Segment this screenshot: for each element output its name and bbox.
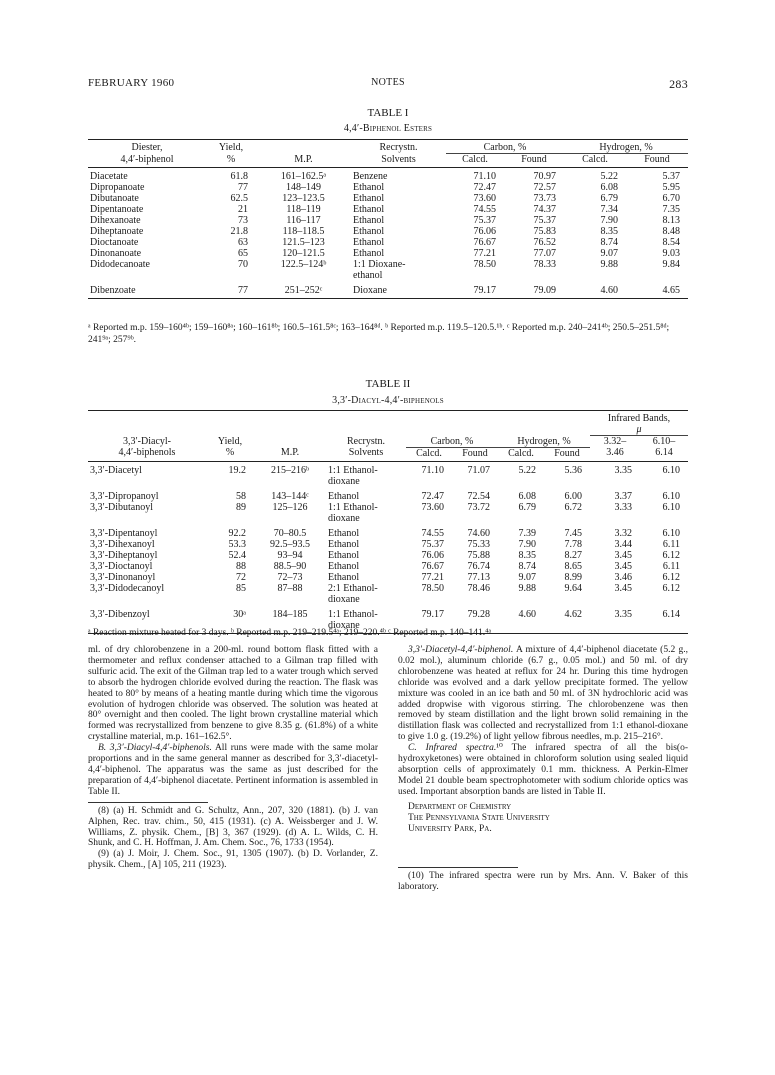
solvent-cell: 1:1 Dioxane- ethanol [353, 259, 406, 281]
table-row [88, 204, 688, 215]
diester-cell: Dihexanoate [90, 215, 141, 226]
hydrogen-calcd-cell: 7.34 [600, 204, 618, 215]
t1-col-yield-unit: % [206, 154, 256, 168]
mp-cell: 118–119 [286, 204, 321, 215]
ir-band2-cell: 6.10 [662, 501, 680, 513]
table-row [88, 572, 688, 583]
carbon-found-cell: 79.09 [504, 285, 564, 299]
solvent-cell: Ethanol [353, 237, 385, 248]
carbon-found-cell: 71.07 [467, 464, 490, 476]
yield-cell: 85 [236, 582, 246, 594]
t2-col-ir2: 6.10– [652, 436, 676, 447]
t1-col-solvents: Solvents [351, 154, 446, 168]
yield-cell: 21.8 [230, 226, 248, 237]
diacyl-cell: 3,3′-Diacetyl [90, 464, 142, 476]
section-c-text: ¹⁰ The infrared spectra of all the bis(o-hydroxyketones) were obtained in chloroform solution using sealed liquid absorption cells of approximately 0.1 mm. thickness. A Perkin-Elmer Model 21 double beam spectrophotometer with sodium chloride optics was used. Important absorption bands are listed in Table II. [398, 743, 688, 797]
t2-col-mp: M.P. [254, 447, 326, 461]
hydrogen-found-cell: 9.03 [662, 248, 680, 259]
t2-col-diacyl: 3,3′-Diacyl- [122, 435, 171, 447]
mp-cell: 70–80.5 [273, 527, 307, 539]
affiliation [398, 802, 688, 835]
carbon-calcd-cell: 79.17 [446, 285, 504, 299]
section-b-heading: B. 3,3′-Diacyl-4,4′-biphenols. [98, 743, 212, 754]
t2-col-h-calcd: Calcd. [498, 447, 544, 461]
t2-col-carbon: Carbon, % [406, 436, 498, 448]
hydrogen-calcd-cell: 4.60 [498, 609, 544, 634]
table-row [88, 248, 688, 259]
diacyl-cell: 3,3′-Dipentanoyl [90, 527, 158, 539]
carbon-found-cell: 78.46 [467, 582, 490, 594]
carbon-found-cell: 79.28 [452, 609, 498, 634]
ir-band1-cell: 3.35 [614, 464, 632, 476]
diacetyl-text: A mixture of 4,4′-biphenol diacetate (5.2 g., 0.02 mol.), aluminum chloride (6.7 g., 0.05 mol.) and 50 ml. of dry chlorobenzene was heated at reflux for 24 hr. During this time hydrogen chloride was evolved and a dark yellow precipitate formed. The yellow mixture was cooled in an ice bath and 50 ml. of 3N hydrochloric acid was added dropwise with vigorous stirring. The chlorobenzene was then removed by steam distillation and the light brown solid remaining in the distillation flask was collected and recrystallized from 1:1 ethanol-dioxane to give 1.0 g. (19.2%) of light yellow fibrous needles, m.p. 215–216°. [398, 645, 688, 743]
yield-cell: 19.2 [228, 464, 246, 476]
left-paragraph-2 [88, 743, 378, 798]
t1-col-yield: Yield, [206, 140, 256, 154]
hydrogen-calcd-cell: 5.22 [600, 171, 618, 182]
header-date: FEBRUARY 1960 [88, 77, 175, 89]
carbon-calcd-cell: 79.17 [406, 609, 452, 634]
t2-col-solvents: Solvents [326, 447, 406, 461]
carbon-found-cell: 75.83 [533, 226, 556, 237]
hydrogen-found-cell: 5.95 [662, 182, 680, 193]
t1-col-carbon: Carbon, % [446, 140, 564, 154]
yield-cell: 63 [238, 237, 248, 248]
table-row [88, 259, 688, 285]
solvent-cell: Benzene [353, 171, 388, 182]
carbon-found-cell: 77.13 [467, 571, 490, 583]
t2-col-infrared: Infrared Bands, [590, 411, 688, 425]
reference-10: (10) The infrared spectra were run by Mrs. Ann. V. Baker of this laboratory. [398, 870, 688, 892]
table2-body [88, 461, 688, 633]
hydrogen-found-cell: 9.64 [564, 582, 582, 594]
carbon-calcd-cell: 72.47 [473, 182, 496, 193]
table-row [88, 539, 688, 550]
diacyl-cell: 3,3′-Dibenzoyl [88, 609, 206, 634]
mp-cell: 122.5–124ᵇ [280, 259, 327, 270]
page-number: 283 [669, 77, 688, 91]
solvent-cell: Ethanol [328, 538, 360, 550]
solvent-cell: Ethanol [353, 215, 385, 226]
t2-col-c-found: Found [452, 447, 498, 461]
table1-footnote: ᵃ Reported m.p. 159–160⁴ᵇ; 159–160⁸ᵃ; 160–161⁸ᵇ; 160.5–161.5⁸ᶜ; 163–164⁸ᵈ. ᵇ Reported m.p. 119.5–120.5.¹ᵇ. ᶜ Reported m.p. 240–241⁴ᵇ; 250.5–251.5⁸ᵈ; 241⁹ᵃ; 257⁹ᵇ. [88, 323, 670, 345]
header-section: NOTES [371, 77, 405, 88]
carbon-found-cell: 78.33 [533, 259, 556, 270]
mp-cell: 125–126 [272, 501, 308, 513]
mp-cell: 118–118.5 [282, 226, 325, 237]
carbon-found-cell: 75.37 [533, 215, 556, 226]
hydrogen-calcd-cell: 8.74 [600, 237, 618, 248]
diester-cell: Dipropanoate [90, 182, 145, 193]
ir-band2-cell: 6.10 [662, 490, 680, 502]
carbon-calcd-cell: 75.37 [421, 538, 444, 550]
carbon-calcd-cell: 78.50 [421, 582, 444, 594]
diacyl-cell: 3,3′-Dinonanoyl [90, 571, 156, 583]
diacetyl-heading: 3,3′-Diacetyl-4,4′-biphenol. [408, 645, 514, 655]
ir-band2-cell: 6.12 [662, 571, 680, 583]
carbon-found-cell: 75.33 [467, 538, 490, 550]
table-row [88, 550, 688, 561]
hydrogen-found-cell: 8.13 [662, 215, 680, 226]
ir-band1-cell: 3.46 [614, 571, 632, 583]
table-row [88, 528, 688, 539]
t1-col-mp: M.P. [256, 154, 351, 168]
right-paragraph-1 [398, 645, 688, 743]
ir-band1-cell: 3.33 [614, 501, 632, 513]
carbon-found-cell: 73.73 [533, 193, 556, 204]
yield-cell: 77 [206, 285, 256, 299]
diester-cell: Diacetate [90, 171, 128, 182]
diacyl-cell: 3,3′-Dibutanoyl [90, 501, 154, 513]
hydrogen-found-cell: 7.45 [564, 527, 582, 539]
carbon-found-cell: 77.07 [533, 248, 556, 259]
footnote-rule-right [398, 867, 518, 868]
ir-band2-cell: 6.10 [662, 464, 680, 476]
table1 [88, 139, 688, 299]
ir-band2-cell: 6.12 [662, 549, 680, 561]
t2-col-ir1-2: 3.46 [590, 447, 640, 461]
carbon-calcd-cell: 76.06 [473, 226, 496, 237]
solvent-cell: Ethanol [353, 182, 385, 193]
t2-col-recrystn: Recrystn. [346, 435, 386, 447]
affiliation-dept: Department of Chemistry [408, 801, 512, 812]
hydrogen-calcd-cell: 7.39 [518, 527, 536, 539]
solvent-cell: 1:1 Ethanol- dioxane [326, 609, 406, 634]
t1-col-diester: Diester, [88, 140, 206, 154]
diacyl-cell: 3,3′-Dioctanoyl [90, 560, 153, 572]
diester-cell: Dinonanoate [90, 248, 142, 259]
ir-band1-cell: 3.45 [614, 560, 632, 572]
mp-cell: 148–149 [286, 182, 321, 193]
yield-cell: 89 [236, 501, 246, 513]
carbon-calcd-cell: 77.21 [421, 571, 444, 583]
hydrogen-calcd-cell: 6.08 [600, 182, 618, 193]
hydrogen-calcd-cell: 4.60 [564, 285, 626, 299]
hydrogen-found-cell: 4.62 [544, 609, 590, 634]
mp-cell: 88.5–90 [273, 560, 307, 572]
table-row [88, 461, 688, 491]
carbon-found-cell: 73.72 [467, 501, 490, 513]
carbon-calcd-cell: 73.60 [473, 193, 496, 204]
solvent-cell: Ethanol [353, 204, 385, 215]
table1-title: 4,4′-Biphenol Esters [343, 123, 433, 134]
table2-caption: TABLE II [365, 378, 411, 390]
table-row [88, 182, 688, 193]
carbon-found-cell: 75.88 [467, 549, 490, 561]
mp-cell: 93–94 [277, 549, 303, 561]
carbon-calcd-cell: 76.67 [473, 237, 496, 248]
diacyl-cell: 3,3′-Didodecanoyl [90, 582, 165, 594]
ir-band2-cell: 6.12 [662, 582, 680, 594]
table-row [88, 502, 688, 528]
left-references [88, 806, 378, 871]
t2-col-yield: Yield, [217, 435, 243, 447]
reference-8: (8) (a) H. Schmidt and G. Schultz, Ann., 207, 320 (1881). (b) J. van Alphen, Rec. trav. chim., 50, 415 (1931). (c) A. Weissberger and J. W. Williams, Z. physik. Chem., [B] 3, 367 (1929). (d) A. L. Wilds, C. H. Shunk, and C. H. Hoffman, J. Am. Chem. Soc., 76, 1733 (1954). [88, 805, 378, 849]
hydrogen-calcd-cell: 9.07 [518, 571, 536, 583]
mp-cell: 251–252ᶜ [256, 285, 351, 299]
t2-col-infrared-unit: μ [590, 424, 688, 436]
hydrogen-calcd-cell: 5.22 [518, 464, 536, 476]
solvent-cell: Ethanol [328, 560, 360, 572]
yield-cell: 73 [238, 215, 248, 226]
hydrogen-found-cell: 7.35 [662, 204, 680, 215]
hydrogen-calcd-cell: 6.08 [518, 490, 536, 502]
table-row [88, 215, 688, 226]
hydrogen-calcd-cell: 9.88 [518, 582, 536, 594]
diacyl-cell: 3,3′-Diheptanoyl [90, 549, 158, 561]
diacyl-cell: 3,3′-Dihexanoyl [90, 538, 155, 550]
t1-col-h-found: Found [626, 154, 688, 168]
solvent-cell: Ethanol [328, 549, 360, 561]
solvent-cell: 1:1 Ethanol- dioxane [328, 501, 378, 524]
carbon-found-cell: 76.74 [467, 560, 490, 572]
section-b-text: All runs were made with the same molar proportions and in the same general manner as described for 3,3′-diacetyl-4,4′-biphenol. The apparatus was the same as just described for the preparation of 4,4′-biphenol diacetate. Pertinent information is assembled in Table II. [88, 743, 378, 797]
t2-col-ir1: 3.32– [603, 436, 627, 447]
yield-cell: 52.4 [228, 549, 246, 561]
table-row [88, 561, 688, 572]
left-column [88, 645, 378, 871]
t1-col-c-found: Found [504, 154, 564, 168]
diester-cell: Dipentanoate [90, 204, 144, 215]
carbon-calcd-cell: 72.47 [421, 490, 444, 502]
table2 [88, 410, 688, 634]
ir-band1-cell: 3.35 [590, 609, 640, 634]
ir-band1-cell: 3.32 [614, 527, 632, 539]
mp-cell: 143–144ᶜ [271, 490, 309, 502]
carbon-found-cell: 74.37 [533, 204, 556, 215]
diester-cell: Diheptanoate [90, 226, 144, 237]
ir-band1-cell: 3.45 [614, 549, 632, 561]
hydrogen-found-cell: 5.36 [564, 464, 582, 476]
solvent-cell: Ethanol [328, 490, 360, 502]
diacyl-cell: 3,3′-Dipropanoyl [90, 490, 159, 502]
hydrogen-found-cell: 8.65 [564, 560, 582, 572]
running-header [88, 77, 688, 91]
yield-cell: 58 [236, 490, 246, 502]
carbon-found-cell: 74.60 [467, 527, 490, 539]
ir-band2-cell: 6.11 [662, 538, 680, 550]
hydrogen-found-cell: 5.37 [662, 171, 680, 182]
section-c-heading: C. Infrared spectra. [408, 743, 497, 754]
yield-cell: 70 [238, 259, 248, 270]
hydrogen-found-cell: 8.48 [662, 226, 680, 237]
t2-col-c-calcd: Calcd. [406, 447, 452, 461]
hydrogen-calcd-cell: 6.79 [518, 501, 536, 513]
diester-cell: Dibutanoate [90, 193, 139, 204]
solvent-cell: Ethanol [328, 571, 360, 583]
t2-col-diacyl-2: 4,4′-biphenols [88, 447, 206, 461]
solvent-cell: 2:1 Ethanol- dioxane [328, 582, 378, 605]
hydrogen-found-cell: 9.84 [662, 259, 680, 270]
ir-band1-cell: 3.44 [614, 538, 632, 550]
footnote-rule [88, 802, 208, 803]
mp-cell: 72–73 [277, 571, 303, 583]
table-row [88, 491, 688, 502]
hydrogen-found-cell: 8.54 [662, 237, 680, 248]
hydrogen-calcd-cell: 9.88 [600, 259, 618, 270]
mp-cell: 87–88 [277, 582, 303, 594]
carbon-found-cell: 76.52 [533, 237, 556, 248]
hydrogen-calcd-cell: 8.35 [518, 549, 536, 561]
carbon-found-cell: 70.97 [533, 171, 556, 182]
yield-cell: 53.3 [228, 538, 246, 550]
solvent-cell: Ethanol [353, 226, 385, 237]
hydrogen-calcd-cell: 8.74 [518, 560, 536, 572]
diester-cell: Dioctanoate [90, 237, 139, 248]
diester-cell: Didodecanoate [90, 259, 150, 270]
solvent-cell: 1:1 Ethanol- dioxane [328, 464, 378, 487]
carbon-calcd-cell: 75.37 [473, 215, 496, 226]
hydrogen-calcd-cell: 9.07 [600, 248, 618, 259]
t1-col-diester-2: 4,4′-biphenol [88, 154, 206, 168]
section-c-label [408, 743, 496, 753]
t2-col-h-found: Found [544, 447, 590, 461]
carbon-calcd-cell: 78.50 [473, 259, 496, 270]
affiliation-univ: The Pennsylvania State University [408, 812, 550, 823]
carbon-calcd-cell: 74.55 [473, 204, 496, 215]
ir-band1-cell: 3.37 [614, 490, 632, 502]
hydrogen-calcd-cell: 7.90 [518, 538, 536, 550]
table-row [88, 168, 688, 183]
t2-col-ir2-2: 6.14 [640, 447, 688, 461]
hydrogen-found-cell: 4.65 [626, 285, 688, 299]
hydrogen-found-cell: 8.27 [564, 549, 582, 561]
yield-cell: 88 [236, 560, 246, 572]
table-row [88, 285, 688, 299]
carbon-calcd-cell: 73.60 [421, 501, 444, 513]
right-paragraph-2 [398, 743, 688, 798]
diester-cell: Dibenzoate [88, 285, 206, 299]
yield-cell: 21 [238, 204, 248, 215]
table1-body [88, 168, 688, 299]
carbon-calcd-cell: 71.10 [421, 464, 444, 476]
ir-band2-cell: 6.10 [662, 527, 680, 539]
carbon-calcd-cell: 77.21 [473, 248, 496, 259]
t1-col-c-calcd: Calcd. [446, 154, 504, 168]
yield-cell: 61.8 [230, 171, 248, 182]
t1-col-hydrogen: Hydrogen, % [564, 140, 688, 154]
hydrogen-found-cell: 6.70 [662, 193, 680, 204]
table2-footnote: ᵃ Reaction mixture heated for 3 days. ᵇ Reported m.p. 219–219.5⁴ᵃ; 219–220.⁴ᵇ ᶜ Reported m.p. 140–141.⁴ᵃ [88, 628, 492, 638]
solvent-cell: Dioxane [351, 285, 446, 299]
table-row [88, 583, 688, 609]
mp-cell: 116–117 [286, 215, 321, 226]
affiliation-city: University Park, Pa. [408, 823, 492, 834]
yield-cell: 30ᵃ [206, 609, 254, 634]
carbon-calcd-cell: 74.55 [421, 527, 444, 539]
table-row [88, 193, 688, 204]
mp-cell: 161–162.5ᵃ [280, 171, 327, 182]
solvent-cell: Ethanol [328, 527, 360, 539]
right-column [398, 645, 688, 893]
yield-cell: 77 [238, 182, 248, 193]
mp-cell: 184–185 [254, 609, 326, 634]
ir-band2-cell: 6.11 [662, 560, 680, 572]
yield-cell: 65 [238, 248, 248, 259]
yield-cell: 72 [236, 571, 246, 583]
mp-cell: 215–216ᵇ [270, 464, 310, 476]
carbon-found-cell: 72.54 [467, 490, 490, 502]
hydrogen-found-cell: 8.99 [564, 571, 582, 583]
right-references [398, 871, 688, 893]
yield-cell: 62.5 [230, 193, 248, 204]
hydrogen-found-cell: 6.00 [564, 490, 582, 502]
mp-cell: 120–121.5 [282, 248, 325, 259]
t2-col-yield-unit: % [206, 447, 254, 461]
reference-9: (9) (a) J. Moir, J. Chem. Soc., 91, 1305 (1907). (b) D. Vorlander, Z. physik. Chem., [A] 105, 211 (1923). [88, 849, 378, 871]
mp-cell: 123–123.5 [282, 193, 325, 204]
left-paragraph-1: ml. of dry chlorobenzene in a 200-ml. round bottom flask fitted with a thermometer and reflux condenser attached to a Gilman trap filled with sulfuric acid. The exit of the Gilman trap led to a water trough which served to absorb the hydrogen chloride evolved during the reaction. The flask was heated to 80° by means of a heating mantle during which time the vigorous evolution of hydrogen chloride was observed. The solution was heated at 80° overnight and then cooled. The light brown crystalline material which formed was recrystallized from benzene to give 8.35 g. (61.8%) of a white crystalline material, m.p. 161–162.5°. [88, 645, 378, 743]
table1-caption: TABLE I [367, 107, 409, 119]
hydrogen-calcd-cell: 8.35 [600, 226, 618, 237]
ir-band1-cell: 3.45 [614, 582, 632, 594]
yield-cell: 92.2 [228, 527, 246, 539]
t1-col-h-calcd: Calcd. [564, 154, 626, 168]
table-row [88, 237, 688, 248]
carbon-found-cell: 72.57 [533, 182, 556, 193]
table-row [88, 226, 688, 237]
solvent-cell: Ethanol [353, 248, 385, 259]
ir-band2-cell: 6.14 [640, 609, 688, 634]
mp-cell: 121.5–123 [282, 237, 325, 248]
solvent-cell: Ethanol [353, 193, 385, 204]
hydrogen-calcd-cell: 7.90 [600, 215, 618, 226]
mp-cell: 92.5–93.5 [270, 538, 310, 550]
hydrogen-found-cell: 7.78 [564, 538, 582, 550]
hydrogen-found-cell: 6.72 [564, 501, 582, 513]
table2-title: 3,3′-Diacyl-4,4′-biphenols [332, 395, 444, 406]
carbon-calcd-cell: 76.06 [421, 549, 444, 561]
carbon-calcd-cell: 71.10 [473, 171, 496, 182]
hydrogen-calcd-cell: 6.79 [600, 193, 618, 204]
carbon-calcd-cell: 76.67 [421, 560, 444, 572]
t1-col-recrystn: Recrystn. [351, 140, 446, 154]
t2-col-hydrogen: Hydrogen, % [498, 436, 590, 448]
